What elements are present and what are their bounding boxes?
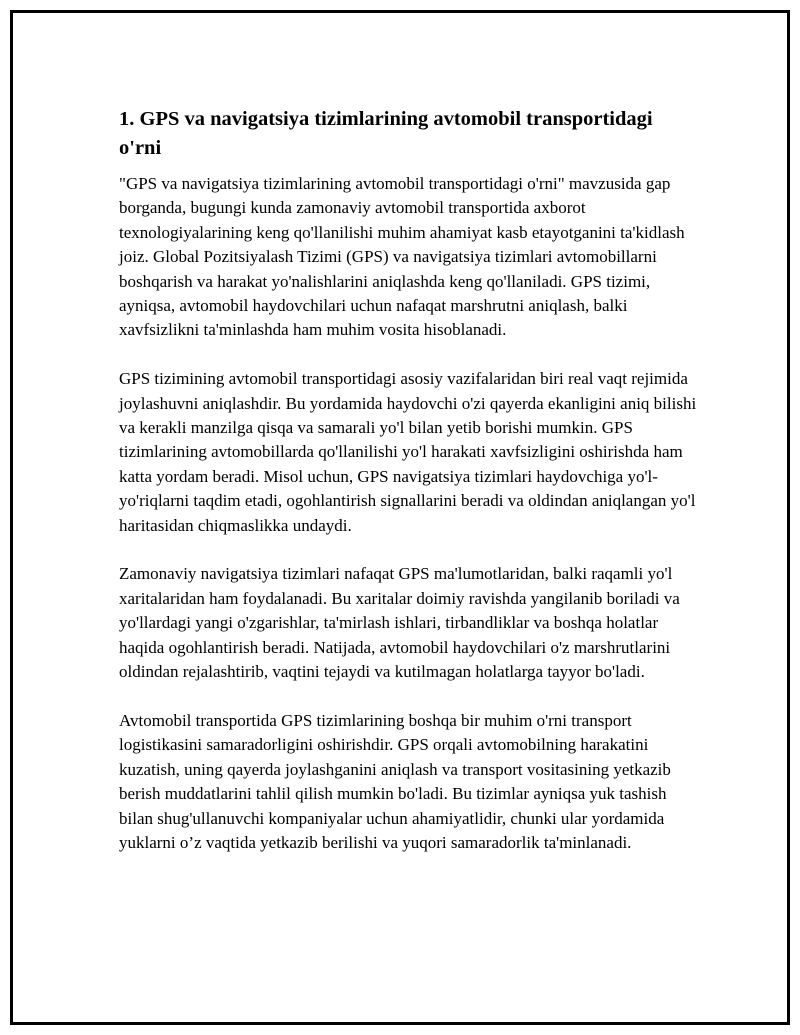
paragraph-4: Avtomobil transportida GPS tizimlarining boshqa bir muhim o'rni transport logistikasini samaradorligini oshirishdir. GPS orqali avtomobilning harakatini kuzatish, uning qayerda joylashganini aniqlash va transport vositasining yetkazib berish muddatlarini tahlil qilish mumkin bo'ladi. Bu tizimlar ayniqsa yuk tashish bilan shug'ullanuvchi kompaniyalar uchun ahamiyatlidir, chunki ular yordamida yuklarni o’z vaqtida yetkazib berilishi va yuqori samaradorlik ta'minlanadi.: [119, 710, 671, 852]
section-heading: 1. GPS va navigatsiya tizimlarining avtomobil transportidagi o'rni: [119, 108, 653, 159]
paragraph-1: "GPS va navigatsiya tizimlarining avtomobil transportidagi o'rni" mavzusida gap borganda, bugungi kunda zamonaviy avtomobil transportida axborot texnologiyalarining keng qo'llanilishi muhim ahamiyat kasb etayotganini ta'kidlash joiz. Global Pozitsiyalash Tizimi (GPS) va navigatsiya tizimlari avtomobillarni boshqarish va harakat yo'nalishlarini aniqlashda keng qo'llaniladi. GPS tizimi, ayniqsa, avtomobil haydovchilari uchun nafaqat marshrutni aniqlash, balki xavfsizlikni ta'minlashda ham muhim vosita hisoblanadi.: [119, 174, 685, 340]
page-frame: [10, 10, 790, 1025]
paragraph-3: Zamonaviy navigatsiya tizimlari nafaqat GPS ma'lumotlaridan, balki raqamli yo'l xaritalaridan ham foydalanadi. Bu xaritalar doimiy ravishda yangilanib boriladi va yo'llardagi yangi o'zgarishlar, ta'mirlash ishlari, tirbandliklar va boshqa holatlar haqida ogohlantirish beradi. Natijada, avtomobil haydovchilari o'z marshrutlarini oldindan rejalashtirib, vaqtini tejaydi va kutilmagan holatlarga tayyor bo'ladi.: [119, 564, 680, 682]
paragraph-2: GPS tizimining avtomobil transportidagi asosiy vazifalaridan biri real vaqt rejimida joylashuvni aniqlashdir. Bu yordamida haydovchi o'zi qayerda ekanligini aniq bilishi va kerakli manzilga qisqa va samarali yo'l bilan yetib borishi mumkin. GPS tizimlarining avtomobillarda qo'llanilishi yo'l harakati xavfsizligini oshirishda ham katta yordam beradi. Misol uchun, GPS navigatsiya tizimlari haydovchiga yo'l-yo'riqlarni taqdim etadi, ogohlantirish signallarini beradi va oldindan aniqlangan yo'l haritasidan chiqmaslikka undaydi.: [119, 369, 697, 535]
document-body: [119, 105, 699, 880]
